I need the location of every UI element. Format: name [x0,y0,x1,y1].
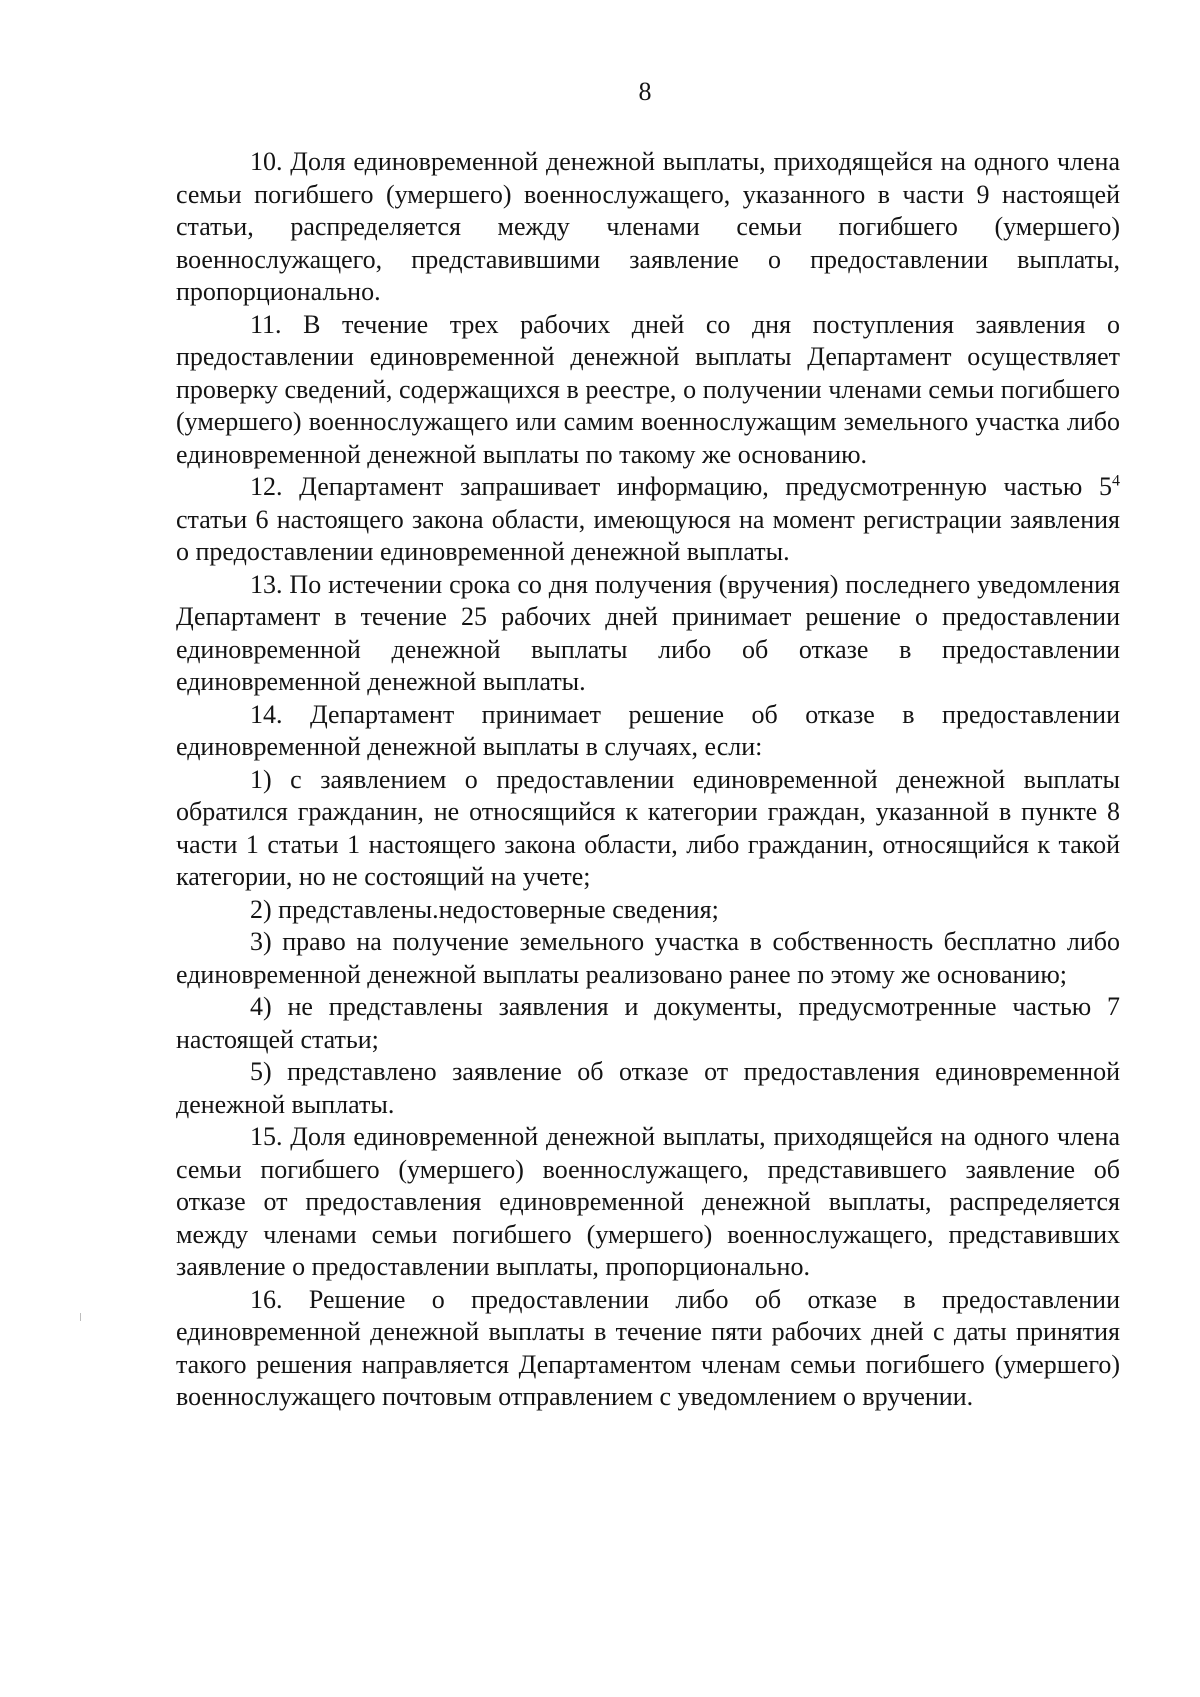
paragraph-11: 11. В течение трех рабочих дней со дня поступления заявления о предоставлении единовременной денежной выплаты Департамент осуществляет проверку сведений, содержащихся в реестре, о получении членами семьи погибшего (умершего) военнослужащего или самим военнослужащим земельного участка либо единовременной денежной выплаты по такому же основанию. [176,309,1120,469]
paragraph-16: 16. Решение о предоставлении либо об отказе в предоставлении единовременной денежной выплаты в течение пяти рабочих дней с даты принятия такого решения направляется Департаментом членам семьи погибшего (умершего) военнослужащего почтовым отправлением с уведомлением о вручении. [176,1284,1120,1411]
paragraph-14-item-4: 4) не представлены заявления и документы, предусмотренные частью 7 настоящей статьи; [176,992,1120,1054]
paragraph-12-text-after: статьи 6 настоящего закона области, имеющуюся на момент регистрации заявления о предоставлении единовременной денежной выплаты. [176,504,1120,566]
paragraph-14-item-2: 2) представлены.недостоверные сведения; [250,894,719,924]
paragraph-10: 10. Доля единовременной денежной выплаты, приходящейся на одного члена семьи погибшего (умершего) военнослужащего, указанного в части 9 настоящей статьи, распределяется между членами семьи погибшего (умершего) военнослужащего, представившими заявление о предоставлении выплаты, пропорционально. [176,147,1120,306]
scan-margin-mark [80,1313,81,1321]
paragraph-14-item-3: 3) право на получение земельного участка в собственность бесплатно либо единовременной денежной выплаты реализовано ранее по этому же основанию; [176,927,1120,989]
paragraph-12-text-before: 12. Департамент запрашивает информацию, предусмотренную частью 5 [250,472,1112,501]
paragraph-15: 15. Доля единовременной денежной выплаты, приходящейся на одного члена семьи погибшего (умершего) военнослужащего, представившего заявление об отказе от предоставления единовременной денежной выплаты, распределяется между членами семьи погибшего (умершего) военнослужащего, представивших заявление о предоставлении выплаты, пропорционально. [176,1122,1120,1281]
paragraph-12 [176,471,1120,569]
paragraph-14-item-5: 5) представлено заявление об отказе от предоставления единовременной денежной выплаты. [176,1057,1120,1119]
paragraph-14-item-1: 1) с заявлением о предоставлении единовременной денежной выплаты обратился гражданин, не относящийся к категории граждан, указанной в пункте 8 части 1 статьи 1 настоящего закона области, либо гражданин, относящийся к такой категории, но не состоящий на учете; [176,764,1120,891]
document-body [176,146,1120,1414]
paragraph-13: 13. По истечении срока со дня получения (вручения) последнего уведомления Департамент в течение 25 рабочих дней принимает решение о предоставлении единовременной денежной выплаты либо об отказе в предоставлении единовременной денежной выплаты. [176,569,1120,696]
paragraph-12-superscript: 4 [1112,472,1120,490]
page-number: 8 [638,77,652,106]
paragraph-14: 14. Департамент принимает решение об отказе в предоставлении единовременной денежной выплаты в случаях, если: [176,699,1120,761]
